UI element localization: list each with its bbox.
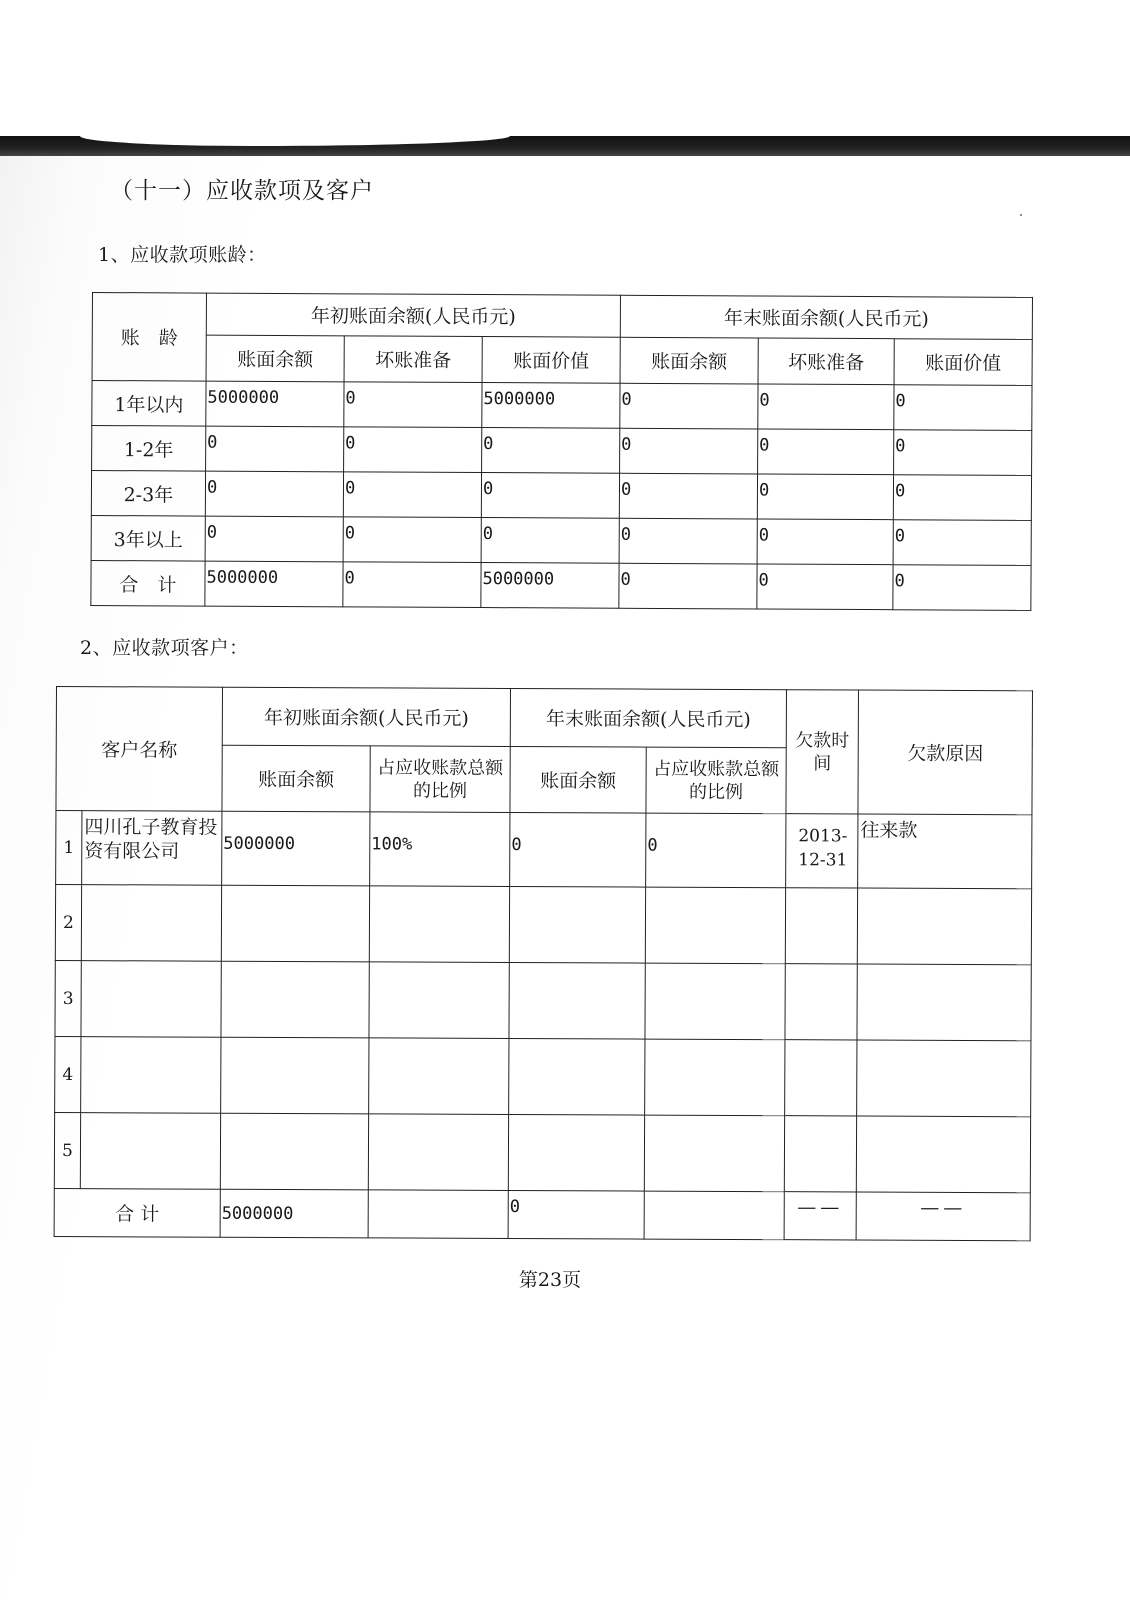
start-ratio	[369, 1038, 509, 1115]
customers-total-row	[54, 1188, 1030, 1240]
aging-cell: 0	[893, 520, 1031, 566]
total-time-dash: ——	[784, 1192, 856, 1240]
aging-cell: 5000000	[205, 561, 343, 607]
customer-name	[81, 961, 221, 1038]
total-end-ratio	[644, 1191, 784, 1240]
customer-row	[56, 811, 1032, 889]
customer-name	[80, 1113, 220, 1190]
aging-corner-label: 账 龄	[92, 293, 206, 382]
start-ratio	[369, 886, 509, 963]
aging-cell: 0	[205, 516, 343, 562]
customers-header-row-1	[56, 687, 1032, 749]
total-end-balance: 0	[508, 1190, 644, 1239]
aging-row	[92, 381, 1032, 431]
end-balance-header: 账面余额	[510, 746, 646, 813]
aging-cell: 0	[893, 565, 1031, 611]
aging-cell: 0	[481, 518, 619, 564]
scan-speck	[1020, 214, 1022, 216]
aging-cell: 0	[758, 384, 894, 430]
debt-reason	[856, 1116, 1030, 1193]
aging-cell: 0	[893, 475, 1031, 521]
debt-time: 2013-12-31	[786, 814, 858, 888]
start-balance	[220, 1113, 368, 1190]
aging-row-label: 1-2年	[92, 426, 206, 472]
aging-cell: 0	[481, 473, 619, 519]
row-number: 1	[56, 811, 82, 885]
aging-cell: 0	[343, 517, 481, 563]
end-ratio-header: 占应收账款总额的比例	[646, 747, 786, 814]
aging-cell: 0	[344, 427, 482, 473]
debt-reason-header: 欠款原因	[858, 690, 1033, 815]
aging-cell: 0	[758, 429, 894, 475]
aging-cell: 5000000	[481, 563, 619, 609]
customer-row	[55, 1036, 1031, 1116]
customer-name: 四川孔子教育投资有限公司	[82, 811, 222, 886]
start-balance-header: 账面余额	[222, 745, 370, 812]
customer-row	[55, 885, 1031, 965]
aging-cell: 0	[343, 472, 481, 518]
aging-row-label: 1年以内	[92, 381, 206, 427]
row-number: 5	[54, 1112, 80, 1188]
end-ratio: 0	[646, 813, 786, 888]
debt-reason: 往来款	[858, 814, 1032, 889]
aging-cell: 0	[343, 562, 481, 608]
aging-cell: 0	[894, 430, 1032, 476]
customers-heading: 2、应收款项客户：	[80, 637, 249, 659]
start-ratio: 100%	[370, 812, 510, 887]
debt-time	[785, 1040, 857, 1116]
customer-name	[81, 885, 221, 962]
aging-table	[90, 292, 1033, 611]
aging-cell: 0	[619, 563, 757, 609]
aging-cell: 5000000	[482, 383, 620, 429]
end-ratio	[645, 887, 785, 964]
aging-heading: 1、应收款项账龄：	[98, 244, 267, 266]
aging-row-label: 2-3年	[91, 471, 205, 517]
aging-total-row	[91, 560, 1031, 610]
aging-cell: 0	[344, 382, 482, 428]
customers-table	[54, 686, 1033, 1241]
aging-cell: 0	[894, 385, 1032, 431]
aging-cell: 5000000	[206, 381, 344, 427]
customers-group-start: 年初账面余额(人民币元)	[222, 687, 510, 746]
aging-cell: 0	[482, 428, 620, 474]
end-balance: 0	[510, 812, 646, 887]
aging-row-label: 3年以上	[91, 515, 205, 561]
aging-col-header: 坏账准备	[758, 338, 894, 385]
start-balance: 5000000	[222, 811, 370, 886]
aging-cell: 0	[757, 519, 893, 565]
start-ratio-header: 占应收账款总额的比例	[370, 746, 510, 813]
end-ratio	[645, 963, 785, 1040]
total-start-balance: 5000000	[220, 1189, 368, 1238]
end-balance	[509, 886, 645, 963]
start-balance	[221, 1037, 369, 1114]
aging-col-header: 账面价值	[482, 337, 620, 384]
debt-time	[784, 1116, 856, 1192]
aging-row	[92, 426, 1032, 476]
aging-group-start: 年初账面余额(人民币元)	[206, 293, 620, 337]
aging-cell: 0	[619, 473, 757, 519]
end-balance	[508, 1114, 644, 1191]
debt-reason	[857, 964, 1031, 1041]
start-balance	[221, 885, 369, 962]
row-number: 4	[55, 1036, 81, 1112]
aging-cell: 0	[757, 564, 893, 610]
customers-group-end: 年末账面余额(人民币元)	[510, 688, 786, 747]
aging-row	[91, 471, 1031, 521]
row-number: 2	[55, 885, 81, 961]
start-ratio	[368, 1114, 508, 1191]
debt-time	[785, 888, 857, 964]
total-start-ratio	[368, 1190, 508, 1239]
row-number: 3	[55, 960, 81, 1036]
start-ratio	[369, 962, 509, 1039]
debt-time	[785, 964, 857, 1040]
aging-row	[91, 515, 1031, 565]
aging-cell: 0	[757, 474, 893, 520]
aging-cell: 0	[620, 428, 758, 474]
aging-group-end: 年末账面余额(人民币元)	[620, 295, 1032, 339]
aging-col-header: 账面价值	[894, 339, 1032, 386]
aging-header-row-2	[92, 335, 1032, 386]
debt-reason	[857, 888, 1031, 965]
aging-cell: 0	[205, 471, 343, 517]
end-balance	[509, 962, 645, 1039]
aging-row-label: 合 计	[91, 560, 205, 606]
customer-row	[55, 960, 1031, 1040]
section-title: （十一）应收款项及客户	[110, 178, 374, 204]
customer-name	[81, 1037, 221, 1114]
customer-name-header: 客户名称	[56, 687, 223, 812]
end-balance	[509, 1038, 645, 1115]
aging-col-header: 账面余额	[206, 335, 344, 382]
customer-row	[54, 1112, 1030, 1192]
page-number: 第23页	[518, 1269, 582, 1291]
aging-cell: 0	[206, 426, 344, 472]
aging-cell: 0	[619, 518, 757, 564]
start-balance	[221, 961, 369, 1038]
debt-time-header: 欠款时间	[786, 690, 859, 814]
total-label: 合 计	[54, 1188, 220, 1237]
debt-reason	[857, 1040, 1031, 1117]
end-ratio	[645, 1039, 785, 1116]
aging-cell: 0	[620, 383, 758, 429]
total-reason-dash: ——	[856, 1192, 1030, 1241]
end-ratio	[644, 1115, 784, 1192]
aging-col-header: 账面余额	[620, 337, 758, 384]
aging-header-row-1	[92, 293, 1032, 340]
aging-col-header: 坏账准备	[344, 336, 482, 383]
